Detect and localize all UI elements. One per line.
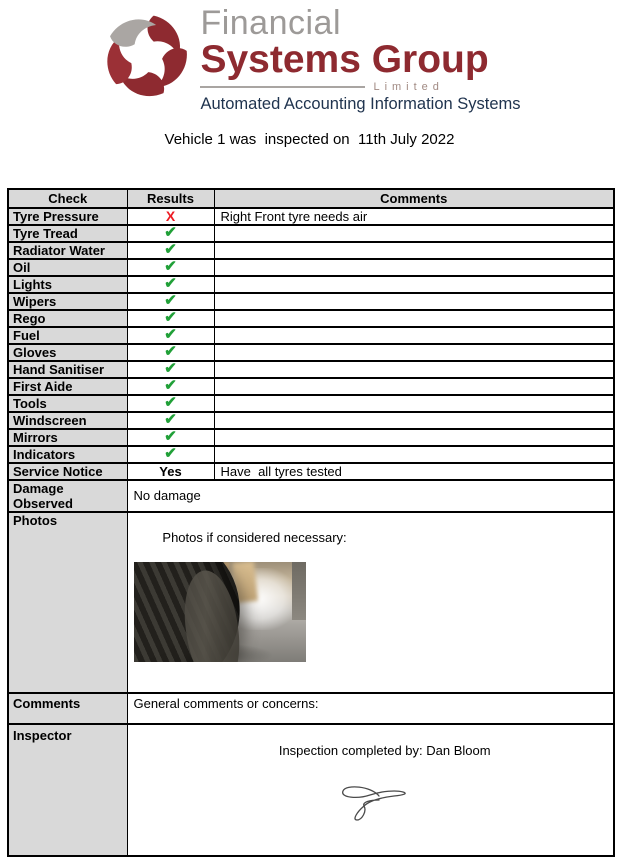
check-row: [8, 361, 614, 378]
check-result: ✔: [127, 361, 214, 378]
inspector-completed-by: Inspection completed by: Dan Bloom: [278, 742, 491, 758]
check-name: Wipers: [8, 293, 127, 310]
check-result: Yes: [127, 463, 214, 480]
inspector-cell: [127, 724, 614, 856]
check-row: [8, 463, 614, 480]
photos-cell: [127, 512, 614, 693]
check-row: [8, 242, 614, 259]
damage-label: Damage Observed: [8, 480, 127, 512]
check-result: ✔: [127, 446, 214, 463]
check-name: Windscreen: [8, 412, 127, 429]
swirl-logo-icon: [98, 6, 194, 106]
check-comment: [214, 327, 614, 344]
check-row: [8, 293, 614, 310]
check-comment: [214, 310, 614, 327]
check-comment: [214, 225, 614, 242]
check-result: ✔: [127, 276, 214, 293]
damage-value: No damage: [127, 480, 614, 512]
check-result: ✔: [127, 344, 214, 361]
check-comment: [214, 446, 614, 463]
check-name: Oil: [8, 259, 127, 276]
photos-caption: Photos if considered necessary:: [162, 529, 347, 545]
check-comment: [214, 395, 614, 412]
check-row: [8, 259, 614, 276]
check-comment: [214, 242, 614, 259]
photos-row: [8, 512, 614, 693]
check-name: Tyre Tread: [8, 225, 127, 242]
check-name: Radiator Water: [8, 242, 127, 259]
check-row: [8, 327, 614, 344]
header-comments: Comments: [214, 189, 614, 208]
inspection-table: [7, 188, 615, 857]
check-row: [8, 412, 614, 429]
check-comment: [214, 344, 614, 361]
check-name: Service Notice: [8, 463, 127, 480]
check-name: Indicators: [8, 446, 127, 463]
check-row: [8, 310, 614, 327]
check-row: [8, 446, 614, 463]
check-name: Hand Sanitiser: [8, 361, 127, 378]
check-comment: [214, 412, 614, 429]
check-row: [8, 344, 614, 361]
photo-doorpost: [292, 562, 306, 620]
check-row: [8, 225, 614, 242]
check-row: [8, 429, 614, 446]
check-result: ✔: [127, 378, 214, 395]
check-result: ✔: [127, 310, 214, 327]
comments-value: General comments or concerns:: [127, 693, 614, 724]
check-row: [8, 395, 614, 412]
check-comment: [214, 276, 614, 293]
check-result: ✔: [127, 242, 214, 259]
check-name: First Aide: [8, 378, 127, 395]
check-result: X: [127, 208, 214, 225]
check-result: ✔: [127, 225, 214, 242]
check-name: Tools: [8, 395, 127, 412]
inspector-row: [8, 724, 614, 856]
check-row: [8, 276, 614, 293]
logo-word-systems-group: Systems Group: [200, 38, 489, 81]
header-check: Check: [8, 189, 127, 208]
check-result: ✔: [127, 395, 214, 412]
logo-word-limited: Limited: [373, 80, 444, 93]
logo-word-financial: Financial: [200, 4, 342, 42]
check-row: [8, 378, 614, 395]
logo-tagline: Automated Accounting Information Systems: [200, 94, 521, 113]
comments-row: [8, 693, 614, 724]
check-comment: [214, 361, 614, 378]
check-result: ✔: [127, 293, 214, 310]
damage-row: [8, 480, 614, 512]
check-name: Tyre Pressure: [8, 208, 127, 225]
inspector-signature: [324, 781, 416, 825]
header-results: Results: [127, 189, 214, 208]
check-comment: Have all tyres tested: [214, 463, 614, 480]
photos-label: Photos: [8, 512, 127, 693]
check-name: Gloves: [8, 344, 127, 361]
check-result: ✔: [127, 327, 214, 344]
comments-label: Comments: [8, 693, 127, 724]
inspection-subtitle: Vehicle 1 was inspected on 11th July 2022: [164, 130, 455, 148]
check-name: Fuel: [8, 327, 127, 344]
company-logo: [0, 0, 619, 114]
check-name: Rego: [8, 310, 127, 327]
check-name: Mirrors: [8, 429, 127, 446]
check-name: Lights: [8, 276, 127, 293]
check-comment: [214, 378, 614, 395]
inspector-label: Inspector: [8, 724, 127, 856]
check-result: ✔: [127, 259, 214, 276]
tyre-photo: [134, 562, 306, 662]
check-comment: [214, 259, 614, 276]
check-result: ✔: [127, 429, 214, 446]
check-result: ✔: [127, 412, 214, 429]
check-comment: [214, 429, 614, 446]
logo-divider-line: [200, 86, 365, 88]
check-comment: Right Front tyre needs air: [214, 208, 614, 225]
check-row: [8, 208, 614, 225]
table-header-row: [8, 189, 614, 208]
check-comment: [214, 293, 614, 310]
